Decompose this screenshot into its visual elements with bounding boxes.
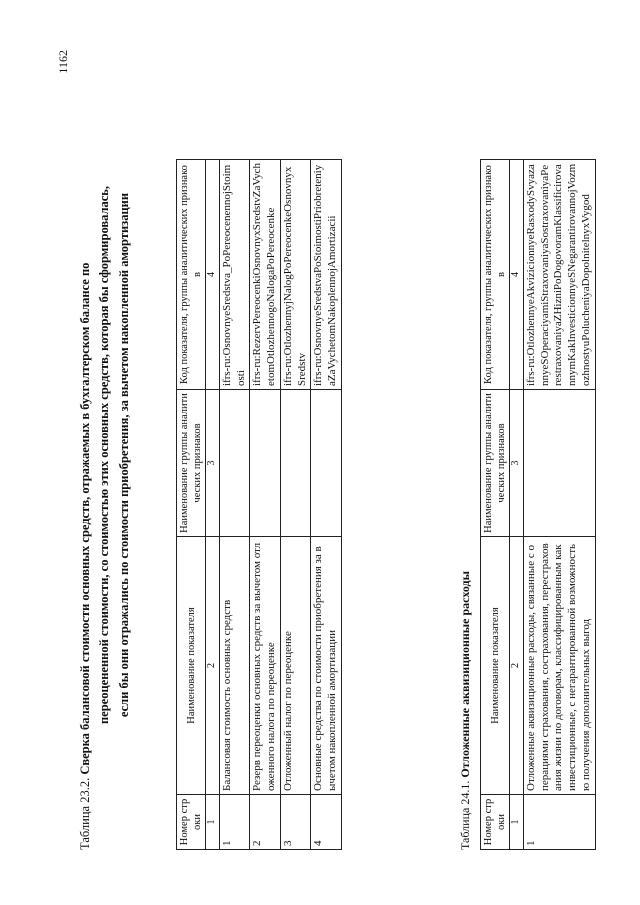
- row-group: [523, 390, 595, 537]
- table1-header-name: Наименование показателя: [177, 537, 206, 795]
- row-num: 1: [219, 795, 250, 850]
- row-group: [250, 390, 281, 537]
- table1-caption: [76, 60, 134, 850]
- table2-index-cell: 1: [510, 795, 524, 850]
- table-row: [250, 160, 281, 850]
- row-num: 4: [311, 795, 342, 850]
- table-row: [280, 160, 311, 850]
- table1: [176, 159, 342, 850]
- table2-index-cell: 3: [510, 390, 524, 537]
- table2-header-code: Код показателя, группы аналитических признаков: [481, 160, 510, 390]
- row-code: ifrs-ru:OtlozhennyeAkvizicionnyeRasxodySvyazannyeSOperaciyamiStraxovaniyaSostraxovaniyaPerestraxovaniyaZHizniPoDogovoramKlassificirovannymKakInvesticionnyeSNegarantirovannojVozmozhnostyuPolucheniyaDopolnitelnyxVygod: [523, 160, 595, 390]
- table2-caption-title: Отложенные аквизиционные расходы: [458, 571, 472, 778]
- table1-index-row: [206, 160, 220, 850]
- row-name: Основные средства по стоимости приобретения за вычетом накопленной амортизации: [311, 537, 342, 795]
- table1-index-cell: 4: [206, 160, 220, 390]
- table2-header-name: Наименование показателя: [481, 537, 510, 795]
- row-num: 1: [523, 795, 595, 850]
- row-group: [311, 390, 342, 537]
- table1-caption-line1: Сверка балансовой стоимости основных средств, отражаемых в бухгалтерском балансе по: [78, 262, 92, 775]
- table1-caption-line2: переоцененной стоимости, со стоимостью этих основных средств, которая бы сформировалась,: [97, 185, 112, 725]
- table1-header-row: [177, 160, 206, 850]
- table2-header-row: [481, 160, 510, 850]
- table2-index-cell: 2: [510, 537, 524, 795]
- row-code: ifrs-ru:RezervPereocenkiOsnovnyxSredstvZaVychetomOtlozhennogoNalogaPoPereocenke: [250, 160, 281, 390]
- table2-index-row: [510, 160, 524, 850]
- table2-header-group: Наименование группы аналитических признаков: [481, 390, 510, 537]
- table1-header-num: Номер строки: [177, 795, 206, 850]
- table-row: [523, 160, 595, 850]
- row-name: Отложенные аквизиционные расходы, связанные с операциями страхования, сострахования, перестрахования жизни по договорам, классифицированным как инвестиционные, с негарантированной возможностью получения дополнительных выгод: [523, 537, 595, 795]
- table1-header-code: Код показателя, группы аналитических признаков: [177, 160, 206, 390]
- table-row: [311, 160, 342, 850]
- table1-index-cell: 1: [206, 795, 220, 850]
- table2-index-cell: 4: [510, 160, 524, 390]
- table2-caption-prefix: Таблица 24.1.: [458, 780, 472, 850]
- row-code: ifrs-ru:OsnovnyeSredstva_PoPereocenennojStoimosti: [219, 160, 250, 390]
- page-number: 1162: [56, 50, 70, 74]
- rotated-document-page: [48, 20, 618, 880]
- table2-caption: [458, 571, 473, 850]
- row-group: [219, 390, 250, 537]
- table1-index-cell: 2: [206, 537, 220, 795]
- row-code: ifrs-ru:OsnovnyeSredstvaPoStoimostiPriobreteniyaZaVychetomNakoplennojAmortizacii: [311, 160, 342, 390]
- table1-caption-prefix: Таблица 23.2.: [78, 777, 92, 850]
- table1-index-cell: 3: [206, 390, 220, 537]
- table2-header-num: Номер строки: [481, 795, 510, 850]
- row-name: Балансовая стоимость основных средств: [219, 537, 250, 795]
- table2: [480, 159, 596, 850]
- row-num: 3: [280, 795, 311, 850]
- table1-header-group: Наименование группы аналитических признаков: [177, 390, 206, 537]
- row-name: Отложенный налог по переоценке: [280, 537, 311, 795]
- table-row: [219, 160, 250, 850]
- row-name: Резерв переоценки основных средств за вычетом отложенного налога по переоценке: [250, 537, 281, 795]
- row-code: ifrs-ru:OtlozhennyjNalogPoPereocenkeOsnovnyxSredstv: [280, 160, 311, 390]
- table1-caption-line3: если бы они отражались по стоимости приобретения, за вычетом накопленной амортизации: [116, 192, 131, 718]
- row-group: [280, 390, 311, 537]
- row-num: 2: [250, 795, 281, 850]
